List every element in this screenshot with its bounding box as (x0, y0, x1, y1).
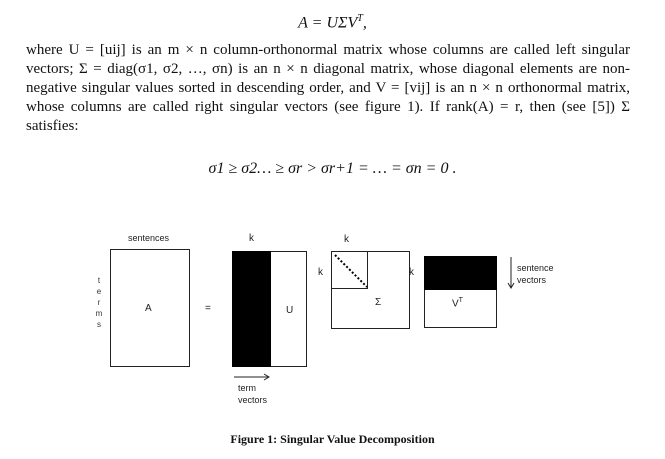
k-label-sigma-top: k (344, 234, 349, 245)
right-arrow-icon (234, 372, 274, 382)
matrix-a-label: A (145, 303, 152, 314)
figure-caption: Figure 1: Singular Value Decomposition (230, 432, 435, 446)
terms-letter: m (95, 309, 103, 318)
down-arrow-icon (506, 257, 516, 291)
sentence-vectors-label: sentence vectors (517, 263, 554, 285)
equation-svd-text: A = UΣV (298, 14, 358, 32)
terms-label (95, 275, 103, 330)
equals-sign: = (205, 303, 211, 314)
terms-letter: e (96, 287, 102, 296)
terms-letter: r (97, 298, 101, 307)
matrix-u-label: U (286, 305, 294, 316)
matrix-u-shaded (232, 251, 271, 367)
matrix-vt-shaded (424, 256, 497, 290)
diagonal-dots-icon (331, 251, 371, 291)
body-paragraph: where U = [uij] is an m × n column-orthonormal matrix whose columns are called left singular vectors; Σ = diag(σ1, σ2, …, σn) is an n × n diagonal matrix, whose diagonal elements are non-negative singular values sorted in descending order, and V = [vij] is an n × n orthonormal matrix, whose columns are called right singular vectors (see figure 1). If rank(A) = r, then (see [5]) Σ satisfies: (26, 42, 630, 134)
terms-letter: s (97, 320, 101, 329)
k-label-sigma-left: k (318, 267, 323, 278)
equation-singular-values: σ1 ≥ σ2… ≥ σr > σr+1 = … = σn = 0 . (208, 160, 457, 177)
equation-svd-sup: T (357, 13, 363, 24)
matrix-vt-label-text: V (452, 298, 459, 310)
k-label-u: k (249, 233, 254, 244)
equation-svd-suffix: , (362, 14, 367, 32)
k-label-vt: k (409, 267, 414, 278)
sentences-label: sentences (128, 233, 170, 243)
matrix-vt-label (452, 297, 463, 309)
terms-letter: t (97, 276, 101, 285)
matrix-sigma-label: Σ (375, 297, 382, 308)
matrix-vt-label-sup: T (458, 297, 463, 304)
term-vectors-label: term vectors (238, 383, 268, 405)
